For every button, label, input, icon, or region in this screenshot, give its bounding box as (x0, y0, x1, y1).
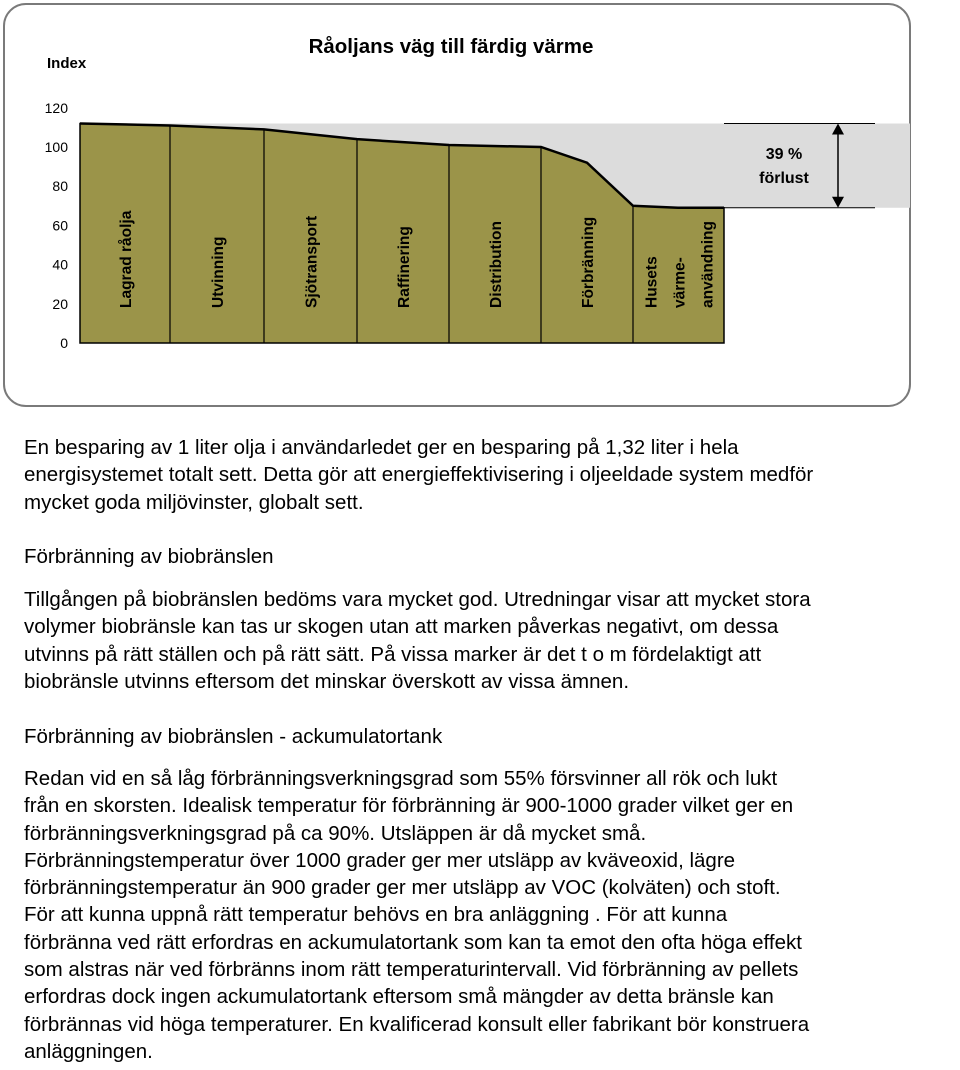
y-tick-label: 80 (52, 178, 68, 195)
category-label: Lagrad råolja (118, 210, 135, 308)
y-tick-label: 60 (52, 217, 68, 234)
paragraph-biofuel-supply (24, 586, 954, 695)
heading-biofuels-text: Förbränning av biobränslen (24, 545, 274, 568)
category-label: Raffinering (396, 226, 413, 308)
text-line: som alstras när ved förbränns inom rätt temperaturintervall. Vid förbränning av pellets (24, 958, 799, 982)
text-line: förbränna ved rätt erfordras en ackumulatortank som kan ta emot den ofta höga effekt (24, 930, 802, 954)
y-tick-label: 0 (60, 335, 68, 351)
y-tick-label: 40 (52, 256, 68, 273)
category-label: användning (699, 221, 717, 308)
text-line: För att kunna uppnå rätt temperatur behövs en bra anläggning . För att kunna (24, 903, 728, 927)
paragraph-energy-savings (24, 434, 954, 516)
y-axis-label: Index (47, 55, 87, 72)
y-tick-label: 120 (44, 99, 68, 116)
chart-title: Råoljans väg till färdig värme (308, 35, 594, 58)
chart-container (0, 0, 960, 410)
text-line: biobränsle utvinns eftersom det minskar överskott av vissa ämnen. (24, 669, 630, 693)
category-label: Sjötransport (303, 215, 321, 308)
y-tick-label: 20 (52, 295, 68, 312)
text-line: Tillgången på biobränslen bedöms vara mycket god. Utredningar visar att mycket stora (24, 588, 811, 611)
category-label: Förbränning (580, 216, 597, 308)
loss-percent-label: 39 % (765, 146, 803, 163)
text-line: förbränningsverkningsgrad på ca 90%. Utsläppen är då mycket små. (24, 821, 647, 845)
text-line: förbränningstemperatur än 900 grader ger mer utsläpp av VOC (kolväten) och stoft. (24, 876, 781, 900)
text-line: volymer biobränsle kan tas ur skogen utan att marken påverkas negativt, om dessa (24, 615, 779, 639)
category-label: Distribution (488, 221, 505, 308)
category-label: värme- (671, 257, 689, 308)
section-heading-accumulator-tank (24, 723, 954, 750)
text-line: Redan vid en så låg förbränningsverkningsgrad som 55% försvinner all rök och lukt (24, 767, 778, 790)
y-tick-label: 100 (44, 139, 68, 155)
chart-svg (0, 0, 960, 410)
paragraph-combustion-efficiency (24, 765, 954, 1065)
heading-accumulator-text: Förbränning av biobränslen - ackumulatortank (24, 725, 443, 748)
text-line: anläggningen. (24, 1039, 153, 1063)
text-line: En besparing av 1 liter olja i användarledet ger en besparing på 1,32 liter i hela (24, 436, 739, 459)
text-line: Förbränningstemperatur över 1000 grader ger mer utsläpp av kväveoxid, lägre (24, 848, 736, 872)
text-line: energisystemet totalt sett. Detta gör att energieffektivisering i oljeeldade system medför (24, 463, 814, 487)
loss-word-label: förlust (759, 170, 809, 187)
category-label: Utvinning (210, 236, 227, 308)
text-line: förbrännas vid höga temperaturer. En kvalificerad konsult eller fabrikant bör konstruera (24, 1012, 810, 1036)
text-line: utvinns på rätt ställen och på rätt sätt. På vissa marker är det t o m fördelaktigt att (24, 642, 762, 666)
text-line: mycket goda miljövinster, globalt sett. (24, 490, 364, 514)
text-line: från en skorsten. Idealisk temperatur för förbränning är 900-1000 grader vilket ger en (24, 794, 794, 818)
text-line: erfordras dock ingen ackumulatortank eftersom små mängder av detta bränsle kan (24, 985, 774, 1009)
section-heading-biofuels (24, 543, 954, 570)
category-label: Husets (643, 256, 661, 308)
